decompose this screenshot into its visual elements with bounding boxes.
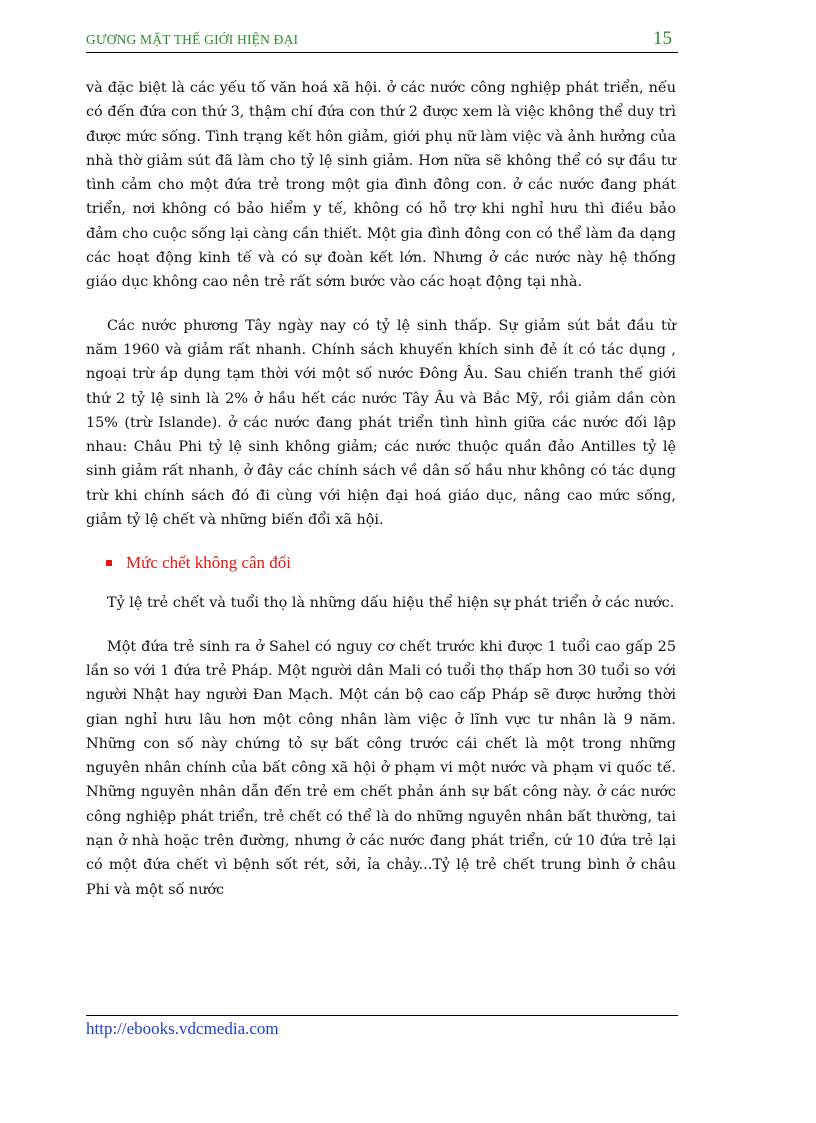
- footer-divider: [86, 1015, 678, 1016]
- paragraph-4: Một đứa trẻ sinh ra ở Sahel có nguy cơ chết trước khi được 1 tuổi cao gấp 25 lần so với 1 đứa trẻ Pháp. Một người dân Mali có tuổi thọ thấp hơn 30 tuổi so với người Nhật hay người Đan Mạch. Một cán bộ cao cấp Pháp sẽ được hưởng thời gian nghỉ hưu lâu hơn một công nhân làm việc ở lĩnh vực tư nhân là 9 năm. Những con số này chứng tỏ sự bất công trước cái chết là một trong những nguyên nhân chính của bất công xã hội ở phạm vi một nước và phạm vi quốc tế. Những nguyên nhân dẫn đến trẻ em chết phản ánh sự bất công này. ở các nước công nghiệp phát triển, trẻ chết có thể là do những nguyên nhân bất thường, tai nạn ở nhà hoặc trên đường, nhưng ở các nước đang phát triển, cứ 10 đứa trẻ lại có một đứa chết vì bệnh sốt rét, sởi, ỉa chảy...Tỷ lệ trẻ chết trung bình ở châu Phi và một số nước: [86, 638, 676, 898]
- page-body: [86, 76, 676, 921]
- footer-url-link[interactable]: http://ebooks.vdcmedia.com: [86, 1019, 279, 1038]
- book-title: GƯƠNG MẶT THẾ GIỚI HIỆN ĐẠI: [86, 32, 299, 47]
- paragraph-3: Tỷ lệ trẻ chết và tuổi thọ là những dấu hiệu thể hiện sự phát triển ở các nước.: [107, 595, 675, 612]
- running-header: [86, 28, 678, 53]
- page-number: 15: [653, 28, 672, 49]
- section-heading: [86, 551, 676, 575]
- paragraph-2: Các nước phương Tây ngày nay có tỷ lệ sinh thấp. Sự giảm sút bắt đầu từ năm 1960 và giảm rất nhanh. Chính sách khuyến khích sinh đẻ ít có tác dụng , ngoại trừ áp dụng tạm thời với một số nước Đông Âu. Sau chiến tranh thế giới thứ 2 tỷ lệ sinh là 2% ở hầu hết các nước Tây Âu và Bắc Mỹ, rồi giảm dần còn 15% (trừ Islande). ở các nước đang phát triển tình hình giữa các nước đối lập nhau: Châu Phi tỷ lệ sinh không giảm; các nước thuộc quần đảo Antilles tỷ lệ sinh giảm rất nhanh, ở đây các chính sách về dân số hầu như không có tác dụng trừ khi chính sách đó đi cùng với hiện đại hoá giáo dục, nâng cao mức sống, giảm tỷ lệ chết và những biến đổi xã hội.: [86, 317, 676, 529]
- paragraph-1: và đặc biệt là các yếu tố văn hoá xã hội. ở các nước công nghiệp phát triển, nếu có đến đứa con thứ 3, thậm chí đứa con thứ 2 được xem là việc không thể duy trì được mức sống. Tình trạng kết hôn giảm, giới phụ nữ làm việc và ảnh hưởng của nhà thờ giảm sút đã làm cho tỷ lệ sinh giảm. Hơn nữa sẽ không thể có sự đầu tư tình cảm cho một đứa trẻ trong một gia đình đông con. ở các nước đang phát triển, nơi không có bảo hiểm y tế, không có hỗ trợ khi nghỉ hưu thì điều bảo đảm cho cuộc sống lại càng cần thiết. Một gia đình đông con có thể làm đa dạng các hoạt động kinh tế và có sự đoàn kết lớn. Nhưng ở các nước này hệ thống giáo dục không cao nên trẻ rất sớm bước vào các hoạt động tại nhà.: [86, 80, 676, 291]
- section-heading-text: Mức chết không cân đối: [126, 553, 292, 573]
- square-bullet-icon: [106, 560, 112, 566]
